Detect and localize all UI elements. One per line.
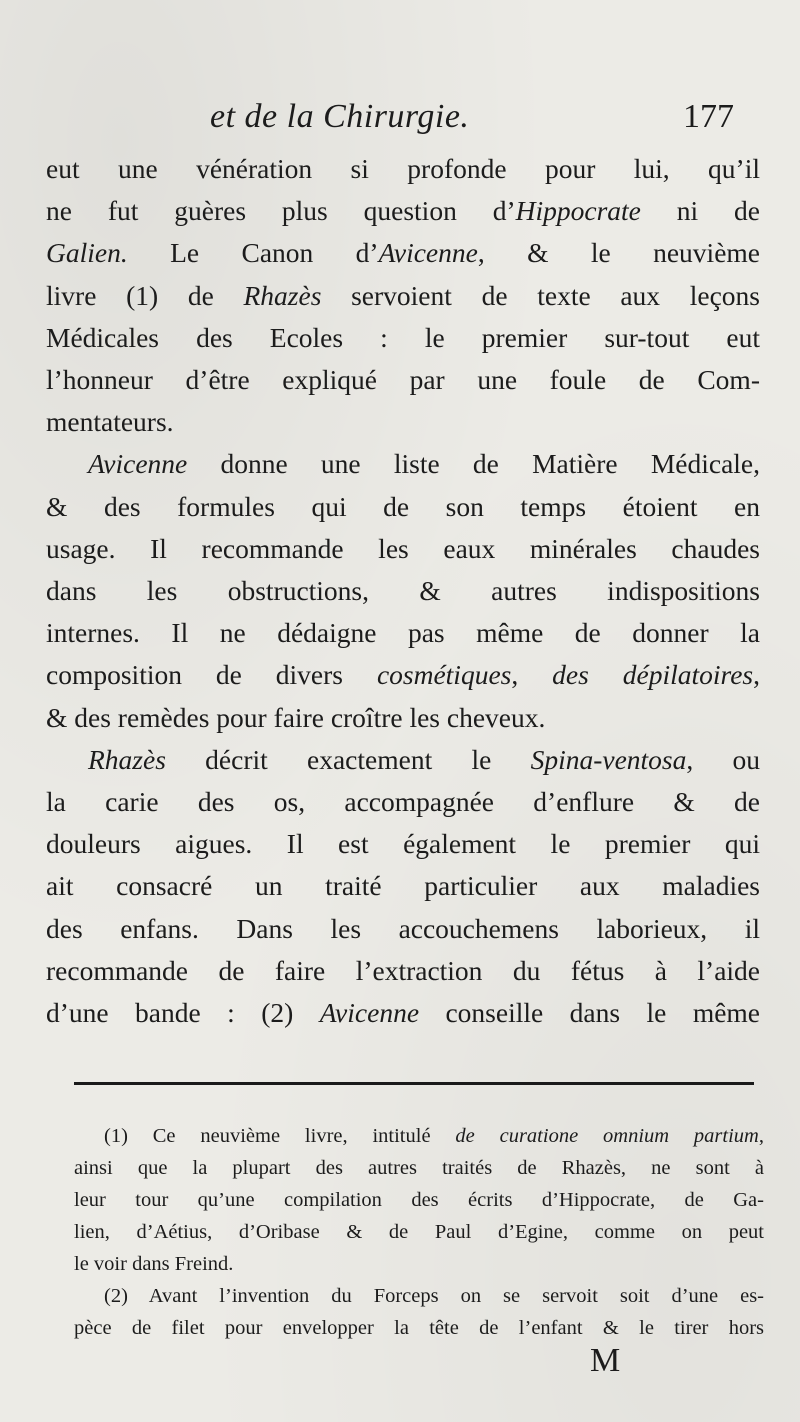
text-line [46, 865, 760, 907]
text-run: décrit exactement le [165, 743, 531, 775]
text-run: mentateurs. [46, 406, 174, 438]
text-run: conseille dans le même [419, 997, 761, 1029]
italic-text: Avicenne [319, 997, 420, 1029]
text-run: & des formules qui de son temps étoient en [46, 490, 760, 522]
footnote-line [74, 1152, 764, 1184]
footnote-rule [74, 1082, 754, 1085]
text-run: Médicales des Ecoles : le premier sur-tout eut [46, 321, 760, 353]
text-run: ni de [640, 195, 760, 227]
text-line [46, 612, 760, 654]
text-line [46, 823, 760, 865]
text-run: la carie des os, accompagnée d’enflure & de [46, 786, 760, 818]
text-run: (2) Avant l’invention du Forceps on se servoit soit d’une es- [104, 1285, 764, 1307]
footnote-line [74, 1280, 764, 1312]
text-run: usage. Il recommande les eaux minérales chaudes [46, 532, 760, 564]
text-run: , [753, 659, 760, 691]
text-line [46, 654, 760, 696]
text-run: recommande de faire l’extraction du fétus à l’aide [46, 954, 760, 986]
text-run: (1) Ce neuvième livre, intitulé [104, 1125, 456, 1147]
text-run: leur tour qu’une compilation des écrits d’Hippocrate, de Ga- [74, 1189, 764, 1211]
running-title: et de la Chirurgie. [210, 98, 470, 135]
text-line [46, 232, 760, 274]
footnotes [74, 1120, 764, 1344]
text-line [46, 697, 760, 739]
text-run: internes. Il ne dédaigne pas même de donner la [46, 617, 760, 649]
text-line [46, 570, 760, 612]
text-run: ainsi que la plupart des autres traités de Rhazès, ne sont à [74, 1157, 764, 1179]
italic-text: Rhazès [88, 743, 166, 775]
text-run: ait consacré un traité particulier aux maladies [46, 870, 760, 902]
main-text [46, 148, 760, 1034]
footnote-line [74, 1216, 764, 1248]
text-line [46, 275, 760, 317]
text-run: , ou [686, 743, 760, 775]
text-line [46, 148, 760, 190]
italic-text: Hippocrate [515, 195, 641, 227]
text-line [46, 528, 760, 570]
page-number: 177 [683, 98, 734, 135]
text-line [46, 486, 760, 528]
italic-text: de curatione omnium partium [455, 1125, 759, 1147]
text-run: composition de divers [46, 659, 377, 691]
text-line [46, 908, 760, 950]
italic-text: des dépilatoires [552, 659, 754, 691]
text-run: eut une vénération si profonde pour lui, qu’il [46, 153, 760, 184]
italic-text: cosmétiques [376, 659, 512, 691]
text-run: & des remèdes pour faire croître les cheveux. [46, 701, 546, 733]
text-line [46, 401, 760, 443]
footnote-line [74, 1312, 764, 1344]
text-run: Le Canon d’ [127, 237, 379, 269]
text-run: dans les obstructions, & autres indispositions [46, 575, 760, 607]
text-line [46, 359, 760, 401]
italic-text: Galien. [46, 237, 128, 269]
text-run: douleurs aigues. Il est également le premier qui [46, 828, 760, 860]
text-line [46, 992, 760, 1034]
text-line [46, 950, 760, 992]
text-run: , [758, 1125, 764, 1147]
text-run: l’honneur d’être expliqué par une foule de Com- [46, 364, 760, 396]
text-run: donne une liste de Matière Médicale, [187, 448, 760, 480]
text-line [46, 781, 760, 823]
italic-text: Spina-ventosa [530, 743, 687, 775]
text-line [46, 739, 760, 781]
running-head [0, 96, 800, 146]
text-run: le voir dans Freind. [74, 1253, 234, 1275]
text-run: servoient de texte aux leçons [321, 279, 760, 311]
text-line [46, 190, 760, 232]
signature-mark: M [590, 1342, 621, 1379]
text-run: ne fut guères plus question d’ [46, 195, 516, 227]
italic-text: Avicenne [378, 237, 478, 269]
footnote-line [74, 1184, 764, 1216]
text-run: , & le neuvième [477, 237, 760, 269]
text-run: livre (1) de [46, 279, 244, 311]
footnote-line [74, 1248, 764, 1280]
text-run: , [511, 659, 553, 691]
text-run: des enfans. Dans les accouchemens laborieux, il [46, 912, 760, 944]
italic-text: Avicenne [88, 448, 188, 480]
text-line [46, 317, 760, 359]
italic-text: Rhazès [243, 279, 322, 311]
text-line [46, 443, 760, 485]
text-run: d’une bande : (2) [46, 997, 320, 1029]
text-run: lien, d’Aétius, d’Oribase & de Paul d’Egine, comme on peut [74, 1221, 764, 1243]
footnote-line [74, 1120, 764, 1152]
text-run: pèce de filet pour envelopper la tête de l’enfant & le tirer hors [74, 1317, 764, 1339]
